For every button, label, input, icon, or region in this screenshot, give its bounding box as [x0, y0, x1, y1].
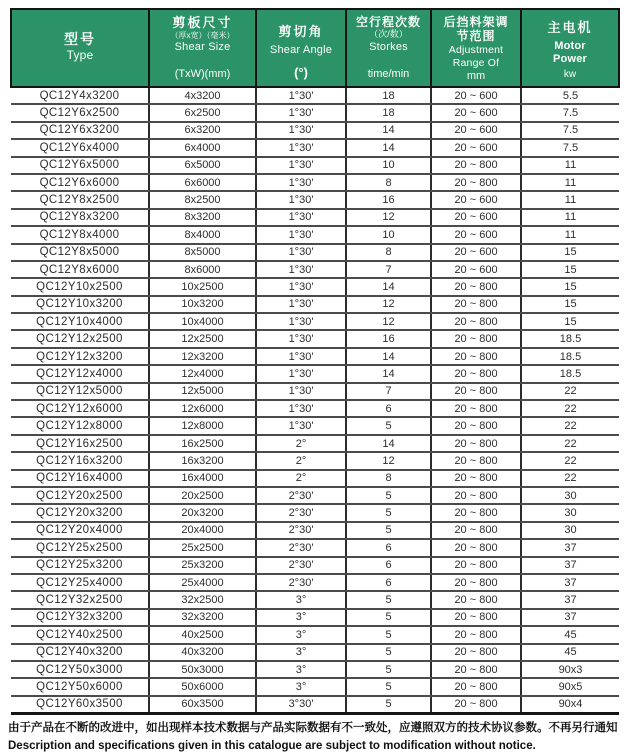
- cell-angle: 1°30': [256, 87, 346, 104]
- footer-note-cn: 由于产品在不断的改进中，如出现样本技术数据与产品实际数据有不一致处，应遵照双方的技术协议参数。不再另行通知: [8, 722, 618, 734]
- cell-angle: 1°30': [256, 157, 346, 174]
- cell-power: 15: [521, 261, 619, 278]
- header-power-en-line1: Motor: [554, 39, 586, 52]
- cell-strokes: 10: [346, 157, 431, 174]
- cell-range: 20 ~ 600: [431, 244, 521, 261]
- cell-power: 22: [521, 470, 619, 487]
- cell-type: QC12Y32x2500: [11, 591, 149, 608]
- cell-strokes: 5: [346, 591, 431, 608]
- cell-strokes: 5: [346, 522, 431, 539]
- cell-size: 6x4000: [149, 139, 256, 156]
- cell-strokes: 5: [346, 626, 431, 643]
- header-power-unit: kw: [563, 69, 577, 80]
- cell-power: 30: [521, 504, 619, 521]
- cell-angle: 1°30': [256, 417, 346, 434]
- cell-size: 10x4000: [149, 313, 256, 330]
- cell-range: 20 ~ 800: [431, 504, 521, 521]
- footer-note-en: Description and specifications given in this catalogue are subject to modification without notice.: [8, 739, 536, 752]
- header-type-en: Type: [66, 47, 94, 62]
- cell-angle: 1°30': [256, 313, 346, 330]
- cell-strokes: 14: [346, 435, 431, 452]
- spec-row: [11, 557, 619, 574]
- cell-type: QC12Y6x2500: [11, 104, 149, 121]
- cell-size: 20x4000: [149, 522, 256, 539]
- cell-angle: 1°30': [256, 278, 346, 295]
- cell-strokes: 14: [346, 365, 431, 382]
- cell-size: 40x2500: [149, 626, 256, 643]
- cell-power: 18.5: [521, 330, 619, 347]
- cell-angle: 2°30': [256, 487, 346, 504]
- cell-range: 20 ~ 800: [431, 365, 521, 382]
- spec-table: [10, 8, 620, 715]
- cell-type: QC12Y60x3500: [11, 696, 149, 713]
- cell-type: QC12Y6x3200: [11, 122, 149, 139]
- cell-angle: 2°: [256, 435, 346, 452]
- header-power-cn: 主电机: [547, 20, 593, 35]
- header-strokes: [346, 9, 431, 87]
- cell-range: 20 ~ 800: [431, 522, 521, 539]
- spec-row: [11, 678, 619, 695]
- spec-row: [11, 87, 619, 104]
- spec-row: [11, 470, 619, 487]
- cell-power: 15: [521, 296, 619, 313]
- cell-strokes: 5: [346, 609, 431, 626]
- cell-range: 20 ~ 800: [431, 470, 521, 487]
- cell-type: QC12Y40x2500: [11, 626, 149, 643]
- cell-angle: 1°30': [256, 139, 346, 156]
- spec-row: [11, 348, 619, 365]
- spec-row: [11, 383, 619, 400]
- cell-type: QC12Y20x2500: [11, 487, 149, 504]
- cell-type: QC12Y20x4000: [11, 522, 149, 539]
- header-type-cn: 型号: [64, 31, 96, 48]
- cell-range: 20 ~ 600: [431, 122, 521, 139]
- header-range-unit: mm: [466, 70, 486, 83]
- spec-row: [11, 278, 619, 295]
- cell-range: 20 ~ 800: [431, 678, 521, 695]
- cell-size: 8x2500: [149, 191, 256, 208]
- cell-power: 22: [521, 435, 619, 452]
- cell-angle: 2°: [256, 452, 346, 469]
- cell-type: QC12Y8x6000: [11, 261, 149, 278]
- cell-type: QC12Y6x4000: [11, 139, 149, 156]
- spec-row: [11, 539, 619, 556]
- cell-power: 30: [521, 522, 619, 539]
- cell-power: 11: [521, 226, 619, 243]
- header-range: [431, 9, 521, 87]
- cell-type: QC12Y12x3200: [11, 348, 149, 365]
- spec-table-header: [11, 9, 619, 87]
- cell-range: 20 ~ 800: [431, 296, 521, 313]
- spec-row: [11, 417, 619, 434]
- cell-angle: 1°30': [256, 348, 346, 365]
- cell-type: QC12Y6x6000: [11, 174, 149, 191]
- cell-size: 10x3200: [149, 296, 256, 313]
- cell-size: 12x4000: [149, 365, 256, 382]
- header-angle-cn: 剪切角: [278, 24, 324, 39]
- cell-angle: 1°30': [256, 400, 346, 417]
- cell-range: 20 ~ 800: [431, 591, 521, 608]
- cell-range: 20 ~ 800: [431, 348, 521, 365]
- cell-size: 16x3200: [149, 452, 256, 469]
- cell-type: QC12Y25x2500: [11, 539, 149, 556]
- cell-strokes: 6: [346, 557, 431, 574]
- cell-size: 4x3200: [149, 87, 256, 104]
- spec-row: [11, 261, 619, 278]
- cell-power: 22: [521, 383, 619, 400]
- cell-size: 12x2500: [149, 330, 256, 347]
- cell-angle: 3°: [256, 661, 346, 678]
- spec-row: [11, 435, 619, 452]
- spec-row: [11, 226, 619, 243]
- spec-row: [11, 452, 619, 469]
- cell-range: 20 ~ 800: [431, 574, 521, 591]
- cell-power: 45: [521, 644, 619, 661]
- cell-angle: 3°: [256, 591, 346, 608]
- cell-range: 20 ~ 600: [431, 139, 521, 156]
- cell-size: 32x2500: [149, 591, 256, 608]
- cell-power: 22: [521, 400, 619, 417]
- cell-range: 20 ~ 800: [431, 174, 521, 191]
- cell-strokes: 7: [346, 261, 431, 278]
- cell-power: 37: [521, 609, 619, 626]
- cell-angle: 2°30': [256, 539, 346, 556]
- cell-size: 20x3200: [149, 504, 256, 521]
- cell-power: 90x3: [521, 661, 619, 678]
- cell-angle: 1°30': [256, 209, 346, 226]
- cell-type: QC12Y12x5000: [11, 383, 149, 400]
- spec-row: [11, 487, 619, 504]
- cell-angle: 1°30': [256, 226, 346, 243]
- cell-power: 7.5: [521, 104, 619, 121]
- cell-size: 8x3200: [149, 209, 256, 226]
- cell-type: QC12Y10x3200: [11, 296, 149, 313]
- header-size-cn: 剪板尺寸: [172, 15, 233, 30]
- cell-power: 45: [521, 626, 619, 643]
- cell-power: 5.5: [521, 87, 619, 104]
- cell-strokes: 5: [346, 678, 431, 695]
- spec-table-body: [11, 87, 619, 713]
- cell-power: 30: [521, 487, 619, 504]
- header-size: [149, 9, 256, 87]
- cell-type: QC12Y10x2500: [11, 278, 149, 295]
- cell-power: 15: [521, 313, 619, 330]
- spec-row: [11, 609, 619, 626]
- cell-angle: 1°30': [256, 261, 346, 278]
- cell-strokes: 5: [346, 417, 431, 434]
- cell-type: QC12Y8x4000: [11, 226, 149, 243]
- cell-range: 20 ~ 600: [431, 104, 521, 121]
- spec-row: [11, 644, 619, 661]
- cell-strokes: 6: [346, 574, 431, 591]
- cell-angle: 3°: [256, 678, 346, 695]
- spec-row: [11, 313, 619, 330]
- cell-strokes: 5: [346, 696, 431, 713]
- cell-type: QC12Y6x5000: [11, 157, 149, 174]
- cell-power: 90x5: [521, 678, 619, 695]
- header-size-cn-small: （厚x宽）（毫米）: [170, 30, 235, 40]
- cell-range: 20 ~ 800: [431, 557, 521, 574]
- spec-row: [11, 591, 619, 608]
- cell-type: QC12Y12x2500: [11, 330, 149, 347]
- cell-angle: 3°30': [256, 696, 346, 713]
- cell-size: 12x6000: [149, 400, 256, 417]
- cell-size: 6x5000: [149, 157, 256, 174]
- cell-strokes: 5: [346, 504, 431, 521]
- cell-type: QC12Y25x4000: [11, 574, 149, 591]
- cell-type: QC12Y16x4000: [11, 470, 149, 487]
- cell-strokes: 5: [346, 487, 431, 504]
- cell-power: 37: [521, 557, 619, 574]
- cell-type: QC12Y20x3200: [11, 504, 149, 521]
- cell-angle: 1°30': [256, 174, 346, 191]
- header-size-unit: (TxW)(mm): [174, 68, 231, 80]
- cell-strokes: 18: [346, 87, 431, 104]
- cell-size: 25x2500: [149, 539, 256, 556]
- spec-row: [11, 330, 619, 347]
- spec-row: [11, 209, 619, 226]
- cell-range: 20 ~ 800: [431, 644, 521, 661]
- footer-note: [8, 721, 622, 754]
- cell-power: 37: [521, 591, 619, 608]
- cell-size: 60x3500: [149, 696, 256, 713]
- cell-size: 6x2500: [149, 104, 256, 121]
- cell-range: 20 ~ 800: [431, 539, 521, 556]
- cell-size: 50x6000: [149, 678, 256, 695]
- cell-type: QC12Y32x3200: [11, 609, 149, 626]
- cell-size: 10x2500: [149, 278, 256, 295]
- cell-angle: 1°30': [256, 104, 346, 121]
- cell-range: 20 ~ 600: [431, 226, 521, 243]
- spec-row: [11, 174, 619, 191]
- cell-angle: 3°: [256, 644, 346, 661]
- cell-size: 20x2500: [149, 487, 256, 504]
- spec-row: [11, 522, 619, 539]
- cell-power: 11: [521, 209, 619, 226]
- cell-size: 16x2500: [149, 435, 256, 452]
- cell-power: 15: [521, 244, 619, 261]
- cell-angle: 2°30': [256, 504, 346, 521]
- cell-type: QC12Y8x2500: [11, 191, 149, 208]
- cell-angle: 2°30': [256, 522, 346, 539]
- header-power: [521, 9, 619, 87]
- header-row: [11, 9, 619, 87]
- cell-range: 20 ~ 800: [431, 157, 521, 174]
- cell-strokes: 16: [346, 330, 431, 347]
- header-strokes-cn: 空行程次数: [355, 15, 421, 29]
- cell-strokes: 12: [346, 209, 431, 226]
- cell-size: 8x4000: [149, 226, 256, 243]
- header-strokes-en: Storkes: [369, 41, 408, 54]
- cell-type: QC12Y16x2500: [11, 435, 149, 452]
- cell-strokes: 14: [346, 278, 431, 295]
- cell-size: 12x5000: [149, 383, 256, 400]
- cell-angle: 1°30': [256, 122, 346, 139]
- header-range-cn-line2: 节范围: [456, 29, 496, 44]
- cell-angle: 3°: [256, 626, 346, 643]
- cell-range: 20 ~ 800: [431, 696, 521, 713]
- spec-row: [11, 626, 619, 643]
- cell-range: 20 ~ 800: [431, 661, 521, 678]
- cell-strokes: 8: [346, 470, 431, 487]
- spec-row: [11, 365, 619, 382]
- cell-type: QC12Y50x3000: [11, 661, 149, 678]
- spec-row: [11, 696, 619, 713]
- cell-angle: 3°: [256, 609, 346, 626]
- header-range-cn-line1: 后挡料架调: [443, 15, 509, 29]
- cell-strokes: 8: [346, 174, 431, 191]
- cell-size: 6x6000: [149, 174, 256, 191]
- header-range-en-line2: Range Of: [452, 56, 500, 69]
- cell-size: 32x3200: [149, 609, 256, 626]
- cell-strokes: 10: [346, 226, 431, 243]
- spec-row: [11, 574, 619, 591]
- cell-angle: 1°30': [256, 365, 346, 382]
- cell-range: 20 ~ 800: [431, 383, 521, 400]
- cell-size: 50x3000: [149, 661, 256, 678]
- spec-row: [11, 400, 619, 417]
- cell-type: QC12Y12x4000: [11, 365, 149, 382]
- cell-range: 20 ~ 600: [431, 87, 521, 104]
- spec-row: [11, 157, 619, 174]
- cell-size: 16x4000: [149, 470, 256, 487]
- cell-size: 12x8000: [149, 417, 256, 434]
- cell-strokes: 18: [346, 104, 431, 121]
- cell-range: 20 ~ 800: [431, 417, 521, 434]
- header-strokes-cn-small: （次/数）: [369, 29, 408, 40]
- cell-angle: 2°30': [256, 557, 346, 574]
- cell-range: 20 ~ 600: [431, 209, 521, 226]
- cell-power: 37: [521, 539, 619, 556]
- header-size-en: Shear Size: [174, 40, 231, 53]
- cell-type: QC12Y12x8000: [11, 417, 149, 434]
- cell-power: 7.5: [521, 139, 619, 156]
- cell-power: 18.5: [521, 348, 619, 365]
- cell-range: 20 ~ 800: [431, 435, 521, 452]
- cell-strokes: 14: [346, 122, 431, 139]
- cell-range: 20 ~ 800: [431, 313, 521, 330]
- cell-size: 8x6000: [149, 261, 256, 278]
- cell-angle: 2°: [256, 470, 346, 487]
- cell-strokes: 8: [346, 244, 431, 261]
- cell-power: 18.5: [521, 365, 619, 382]
- cell-angle: 1°30': [256, 383, 346, 400]
- cell-type: QC12Y12x6000: [11, 400, 149, 417]
- cell-size: 25x3200: [149, 557, 256, 574]
- spec-row: [11, 104, 619, 121]
- cell-range: 20 ~ 800: [431, 626, 521, 643]
- cell-strokes: 14: [346, 348, 431, 365]
- cell-strokes: 12: [346, 313, 431, 330]
- cell-range: 20 ~ 800: [431, 330, 521, 347]
- cell-power: 11: [521, 191, 619, 208]
- cell-type: QC12Y16x3200: [11, 452, 149, 469]
- cell-power: 15: [521, 278, 619, 295]
- cell-size: 6x3200: [149, 122, 256, 139]
- cell-angle: 1°30': [256, 244, 346, 261]
- cell-range: 20 ~ 800: [431, 400, 521, 417]
- header-power-en-line2: Power: [552, 53, 587, 66]
- cell-angle: 1°30': [256, 296, 346, 313]
- cell-range: 20 ~ 800: [431, 609, 521, 626]
- header-angle: [256, 9, 346, 87]
- cell-strokes: 14: [346, 139, 431, 156]
- cell-strokes: 12: [346, 452, 431, 469]
- cell-power: 22: [521, 452, 619, 469]
- header-angle-en: Shear Angle: [269, 43, 333, 56]
- cell-power: 7.5: [521, 122, 619, 139]
- cell-strokes: 7: [346, 383, 431, 400]
- spec-row: [11, 296, 619, 313]
- spec-row: [11, 139, 619, 156]
- spec-row: [11, 122, 619, 139]
- cell-angle: 2°30': [256, 574, 346, 591]
- spec-row: [11, 661, 619, 678]
- spec-row: [11, 504, 619, 521]
- cell-range: 20 ~ 600: [431, 191, 521, 208]
- cell-type: QC12Y8x3200: [11, 209, 149, 226]
- cell-type: QC12Y8x5000: [11, 244, 149, 261]
- cell-range: 20 ~ 800: [431, 487, 521, 504]
- cell-type: QC12Y10x4000: [11, 313, 149, 330]
- cell-size: 12x3200: [149, 348, 256, 365]
- cell-strokes: 12: [346, 296, 431, 313]
- cell-range: 20 ~ 800: [431, 452, 521, 469]
- cell-strokes: 5: [346, 661, 431, 678]
- cell-type: QC12Y50x6000: [11, 678, 149, 695]
- header-range-en-line1: Adjustment: [448, 43, 504, 56]
- cell-strokes: 5: [346, 644, 431, 661]
- spec-row: [11, 191, 619, 208]
- cell-angle: 1°30': [256, 330, 346, 347]
- cell-type: QC12Y4x3200: [11, 87, 149, 104]
- cell-size: 40x3200: [149, 644, 256, 661]
- cell-power: 11: [521, 157, 619, 174]
- cell-type: QC12Y25x3200: [11, 557, 149, 574]
- cell-size: 8x5000: [149, 244, 256, 261]
- cell-size: 25x4000: [149, 574, 256, 591]
- spec-row: [11, 244, 619, 261]
- header-type: [11, 9, 149, 87]
- header-angle-unit: (°): [294, 65, 308, 80]
- cell-type: QC12Y40x3200: [11, 644, 149, 661]
- cell-range: 20 ~ 800: [431, 278, 521, 295]
- header-strokes-unit: time/min: [367, 68, 410, 80]
- cell-range: 20 ~ 600: [431, 261, 521, 278]
- cell-power: 37: [521, 574, 619, 591]
- cell-power: 90x4: [521, 696, 619, 713]
- cell-strokes: 6: [346, 400, 431, 417]
- cell-strokes: 16: [346, 191, 431, 208]
- cell-angle: 1°30': [256, 191, 346, 208]
- cell-strokes: 6: [346, 539, 431, 556]
- cell-power: 11: [521, 174, 619, 191]
- cell-power: 22: [521, 417, 619, 434]
